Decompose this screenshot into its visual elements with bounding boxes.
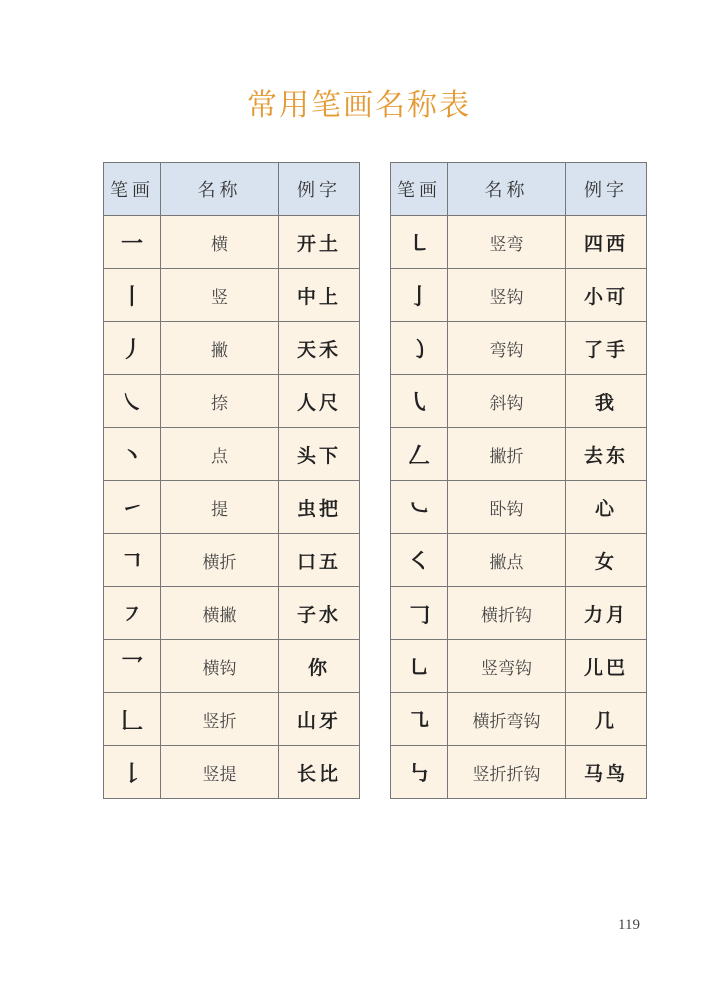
table-row (391, 534, 647, 587)
table-row (104, 640, 360, 693)
example-chars: 四西 (566, 216, 647, 269)
stroke-name: 竖弯 (448, 216, 566, 269)
table-row (391, 640, 647, 693)
stroke-name: 竖折折钩 (448, 746, 566, 799)
stroke-name: 撇 (161, 322, 279, 375)
header-name: 名称 (161, 163, 279, 216)
table-row (391, 693, 647, 746)
stroke-name: 提 (161, 481, 279, 534)
stroke-name: 弯钩 (448, 322, 566, 375)
page-number: 119 (618, 917, 640, 933)
example-chars: 人尺 (279, 375, 360, 428)
example-chars: 女 (566, 534, 647, 587)
stroke-name: 斜钩 (448, 375, 566, 428)
example-chars: 口五 (279, 534, 360, 587)
table-row (104, 216, 360, 269)
table-row (391, 746, 647, 799)
stroke-glyph: ㇉ (391, 746, 448, 799)
table-row (391, 428, 647, 481)
stroke-glyph: 丨 (104, 269, 161, 322)
table-row (391, 481, 647, 534)
example-chars: 子水 (279, 587, 360, 640)
stroke-name: 竖弯钩 (448, 640, 566, 693)
stroke-name: 撇点 (448, 534, 566, 587)
stroke-glyph: ㇀ (104, 481, 161, 534)
example-chars: 力月 (566, 587, 647, 640)
example-chars: 虫把 (279, 481, 360, 534)
example-chars: 开土 (279, 216, 360, 269)
stroke-glyph: 𠃋 (391, 428, 448, 481)
stroke-glyph: 乛 (104, 640, 161, 693)
stroke-glyph: ㇄ (391, 216, 448, 269)
stroke-name: 点 (161, 428, 279, 481)
table-row (391, 322, 647, 375)
table-header-row (104, 163, 360, 216)
table-row (391, 216, 647, 269)
stroke-glyph: 𠃌 (391, 587, 448, 640)
stroke-name: 横撇 (161, 587, 279, 640)
stroke-table-right (390, 162, 647, 799)
stroke-name: 横钩 (161, 640, 279, 693)
stroke-glyph: ㇂ (391, 375, 448, 428)
example-chars: 心 (566, 481, 647, 534)
stroke-glyph: 𠄌 (104, 746, 161, 799)
stroke-name: 捺 (161, 375, 279, 428)
table-row (391, 587, 647, 640)
page-title: 常用笔画名称表 (247, 88, 471, 123)
table-row (391, 375, 647, 428)
table-row (104, 269, 360, 322)
stroke-name: 横折钩 (448, 587, 566, 640)
example-chars: 山牙 (279, 693, 360, 746)
header-name: 名称 (448, 163, 566, 216)
example-chars: 马鸟 (566, 746, 647, 799)
example-chars: 我 (566, 375, 647, 428)
table-row (104, 322, 360, 375)
example-chars: 去东 (566, 428, 647, 481)
table-row (104, 693, 360, 746)
stroke-glyph: ㇏ (104, 375, 161, 428)
table-header-row (391, 163, 647, 216)
example-chars: 天禾 (279, 322, 360, 375)
table-row (104, 428, 360, 481)
stroke-glyph: 丿 (104, 322, 161, 375)
stroke-glyph: 亅 (391, 269, 448, 322)
example-chars: 头下 (279, 428, 360, 481)
stroke-glyph: ㇁ (391, 322, 448, 375)
stroke-glyph: ㇛ (391, 534, 448, 587)
stroke-name: 竖提 (161, 746, 279, 799)
example-chars: 小可 (566, 269, 647, 322)
stroke-name: 横 (161, 216, 279, 269)
header-stroke: 笔画 (104, 163, 161, 216)
stroke-name: 横折 (161, 534, 279, 587)
stroke-glyph: 𠃍 (104, 534, 161, 587)
table-row (104, 481, 360, 534)
example-chars: 儿巴 (566, 640, 647, 693)
stroke-name: 卧钩 (448, 481, 566, 534)
stroke-name: 竖 (161, 269, 279, 322)
header-example: 例字 (279, 163, 360, 216)
table-row (104, 375, 360, 428)
example-chars: 中上 (279, 269, 360, 322)
stroke-name: 竖折 (161, 693, 279, 746)
stroke-name: 撇折 (448, 428, 566, 481)
stroke-glyph: ㇃ (391, 481, 448, 534)
stroke-glyph: ㇟ (391, 640, 448, 693)
example-chars: 了手 (566, 322, 647, 375)
table-row (391, 269, 647, 322)
example-chars: 你 (279, 640, 360, 693)
stroke-name: 横折弯钩 (448, 693, 566, 746)
stroke-table-left (103, 162, 360, 799)
table-row (104, 746, 360, 799)
stroke-glyph: 一 (104, 216, 161, 269)
stroke-glyph: ㇇ (104, 587, 161, 640)
stroke-glyph: ㇈ (391, 693, 448, 746)
example-chars: 几 (566, 693, 647, 746)
stroke-glyph: 丶 (104, 428, 161, 481)
header-stroke: 笔画 (391, 163, 448, 216)
table-row (104, 587, 360, 640)
header-example: 例字 (566, 163, 647, 216)
stroke-name: 竖钩 (448, 269, 566, 322)
stroke-glyph: 𠃊 (104, 693, 161, 746)
table-row (104, 534, 360, 587)
example-chars: 长比 (279, 746, 360, 799)
